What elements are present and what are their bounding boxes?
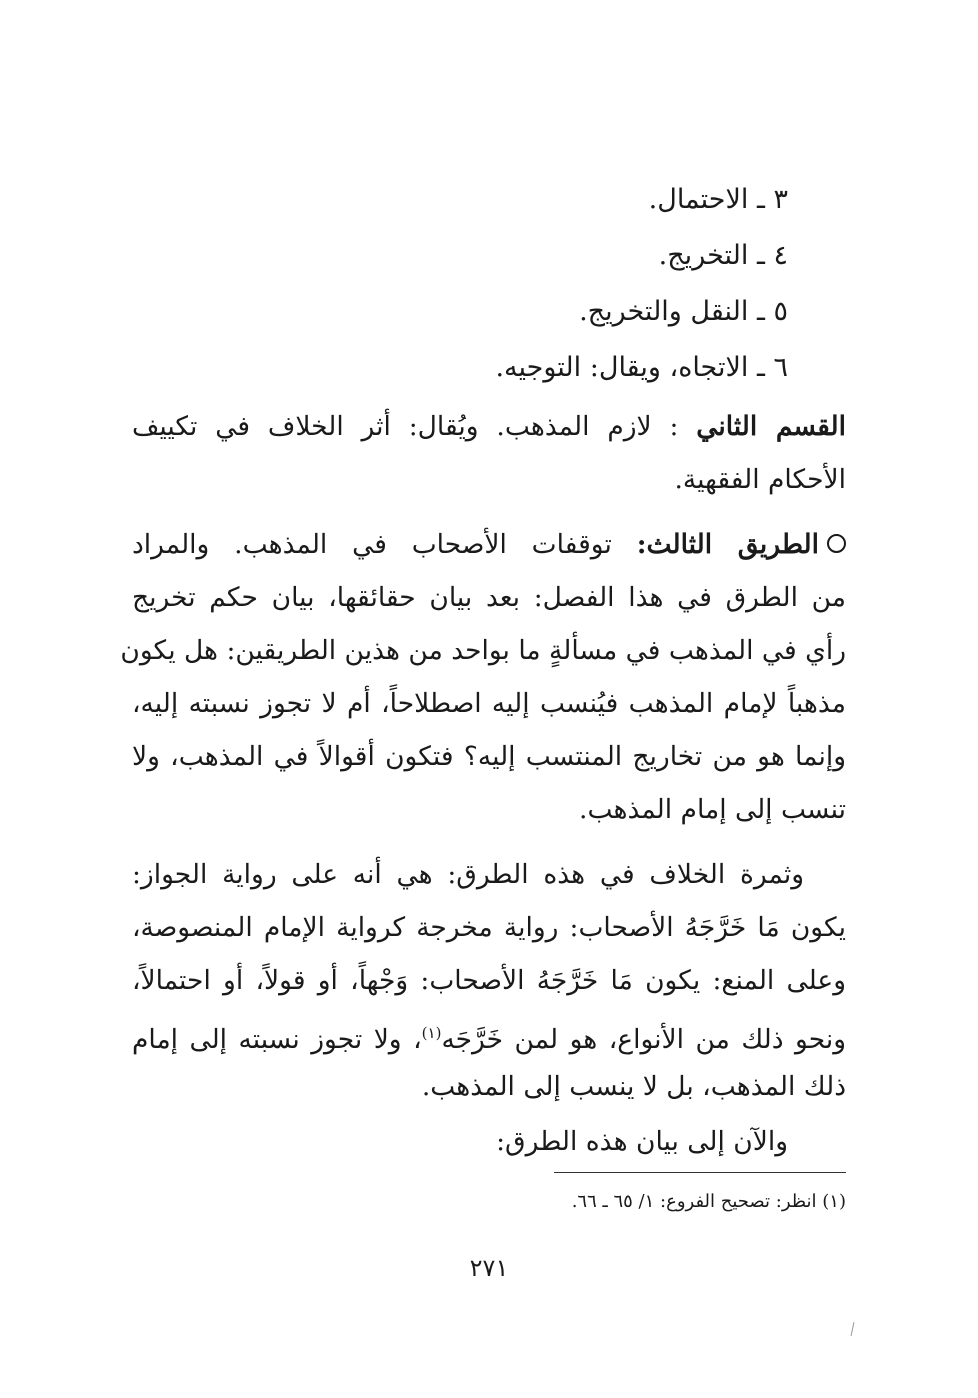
list-item: ٦ ـ الاتجاه، ويقال: التوجيه. xyxy=(495,352,788,383)
scan-mark xyxy=(851,1322,855,1336)
paragraph-line xyxy=(132,518,846,571)
paragraph-text: ، ولا تجوز نسبته إلى إمام xyxy=(132,1023,422,1055)
page-number: ٢٧١ xyxy=(469,1254,509,1282)
section-heading: القسم الثاني xyxy=(696,411,846,442)
paragraph-line: رأي في المذهب في مسألةٍ ما بواحد من هذين الطريقين: هل يكون xyxy=(120,635,846,666)
footnote-separator xyxy=(554,1172,846,1173)
paragraph-line: وإنما هو من تخاريج المنتسب إليه؟ فتكون أقوالاً في المذهب، ولا xyxy=(132,741,846,772)
closing-line: والآن إلى بيان هذه الطرق: xyxy=(496,1126,788,1157)
paragraph-text: توقفات الأصحاب في المذهب. والمراد xyxy=(132,529,637,560)
list-item: ٤ ـ التخريج. xyxy=(658,240,788,271)
paragraph-line: مذهباً لإمام المذهب فيُنسب إليه اصطلاحاً، أم لا تجوز نسبته إليه، xyxy=(132,688,846,719)
paragraph-line: الأحكام الفقهية. xyxy=(674,464,846,495)
list-item: ٥ ـ النقل والتخريج. xyxy=(579,296,788,327)
paragraph-text: ونحو ذلك من الأنواع، هو لمن خَرَّجَه xyxy=(441,1023,846,1055)
list-item: ٣ ـ الاحتمال. xyxy=(648,184,788,215)
section-fruit-of-disagreement xyxy=(132,848,846,1113)
section-third-way xyxy=(120,518,846,836)
section-second-part xyxy=(132,400,846,506)
paragraph-line: من الطرق في هذا الفصل: بعد بيان حقائقها، بيان حكم تخريج xyxy=(132,582,846,613)
footnote: (١) انظر: تصحيح الفروع: ١/ ٦٥ ـ ٦٦. xyxy=(571,1191,846,1212)
paragraph-text: : لازم المذهب. ويُقال: أثر الخلاف في تكييف xyxy=(132,411,697,442)
circle-bullet-icon xyxy=(827,534,846,553)
paragraph-line xyxy=(132,1007,846,1060)
section-heading: الطريق الثالث: xyxy=(636,529,819,560)
numbered-list xyxy=(188,172,788,396)
paragraph-line: وثمرة الخلاف في هذه الطرق: هي أنه على رواية الجواز: xyxy=(132,859,804,890)
paragraph-line xyxy=(132,400,846,453)
paragraph-line: ذلك المذهب، بل لا ينسب إلى المذهب. xyxy=(421,1071,846,1102)
paragraph-line: تنسب إلى إمام المذهب. xyxy=(579,794,846,825)
footnote-reference[interactable]: (١) xyxy=(421,1024,442,1042)
paragraph-line: يكون مَا خَرَّجَهُ الأصحاب: رواية مخرجة كرواية الإمام المنصوصة، xyxy=(132,912,846,943)
paragraph-line: وعلى المنع: يكون مَا خَرَّجَهُ الأصحاب: وَجْهاً، أو قولاً، أو احتمالاً، xyxy=(132,965,846,996)
